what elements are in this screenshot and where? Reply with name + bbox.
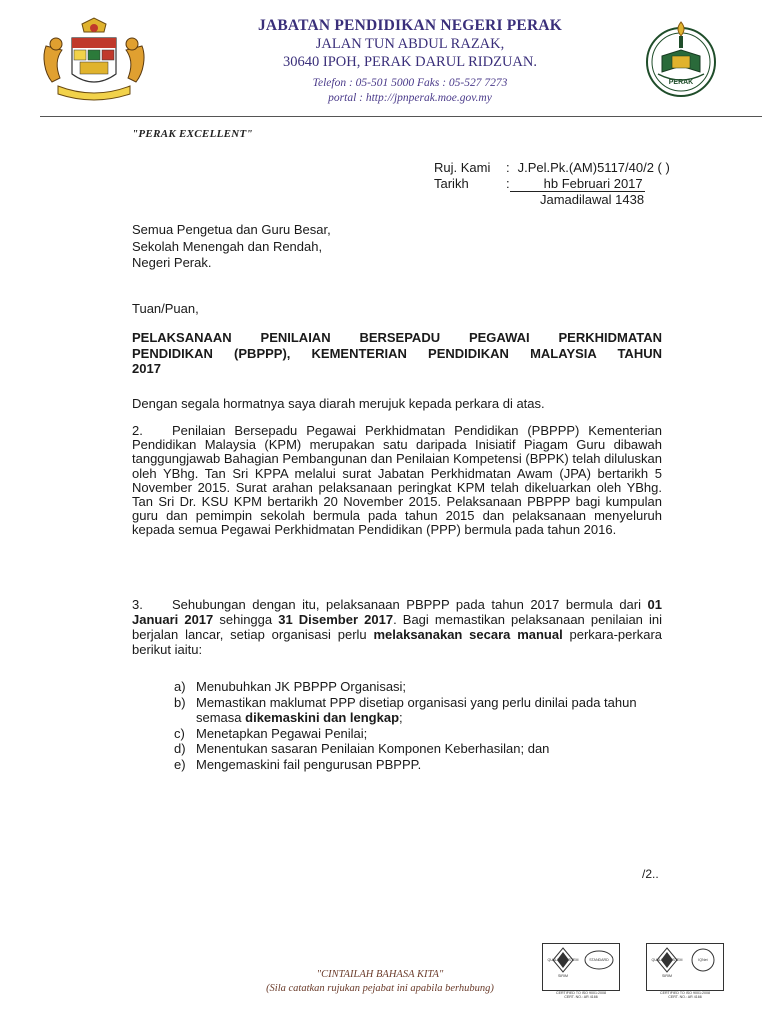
tarikh-value: hb Februari 2017: [510, 176, 645, 193]
list-item-text: Menubuhkan JK PBPPP Organisasi;: [196, 679, 407, 694]
tarikh-separator: :: [506, 175, 510, 191]
paragraph-3-text-4: perkara-perkara berikut iaitu:: [132, 626, 662, 657]
header-divider: [40, 116, 762, 117]
list-item-label: b): [174, 694, 186, 710]
cert-number: CERT. NO.: AR 4166: [564, 995, 598, 999]
opening-paragraph: Dengan segala hormatnya saya diarah merujuk kepada perkara di atas.: [132, 396, 545, 411]
right-logo-label: PERAK: [668, 79, 694, 86]
action-list: [174, 679, 664, 772]
footer: [200, 968, 560, 996]
list-item: [174, 726, 664, 742]
paragraph-2: [132, 424, 662, 538]
list-item-label: c): [174, 725, 185, 741]
address-line-1: JALAN TUN ABDUL RAZAK,: [315, 36, 505, 52]
perak-coat-of-arms-icon: [38, 16, 150, 106]
page-continuation: /2..: [642, 867, 659, 881]
list-item-text: Menentukan sasaran Penilaian Komponen Keberhasilan; dan: [196, 741, 550, 756]
address-line-2: 30640 IPOH, PERAK DARUL RIDZUAN.: [282, 54, 538, 70]
footer-slogan: "CINTAILAH BAHASA KITA": [316, 969, 444, 980]
paragraph-2-text: Penilaian Bersepadu Pegawai Perkhidmatan Pendidikan (PBPPP) Kementerian Pendidikan Malaysia (KPM) merupakan satu daripada Inisiatif Piagam Guru dibawah tanggungjawab Bahagian Pembangunan dan Penilaian Kompetensi (BPPK) telah diluluskan oleh YBhg. Tan Sri KPPA melalui surat Jabatan Perkhidmatan Awam (JPA) bertarikh 5 November 2015. Surat arahan pelaksanaan peringkat KPM telah dikeluarkan oleh YBhg. Tan Sri Dr. KSU KPM bertarikh 20 November 2015. Pelaksanaan PBPPP bagi kumpulan guru dan pemimpin sekolah bermula pada tahun 2015 dan pelaksanaan menyeluruh kepada semua Pegawai Perkhidmatan Pendidikan (PPP) bermula pada tahun 2016.: [132, 423, 662, 538]
cert-badge-text: QUALITY SYSTEM: [547, 958, 579, 962]
cert-seal-text: IQNet: [698, 958, 708, 962]
certification-badge: [646, 943, 724, 999]
paragraph-3-text-3: . Bagi memastikan pelaksanaan penilaian ini berjalan lancar, setiap organisasi perlu: [132, 611, 663, 642]
date-row: [434, 176, 670, 193]
certification-badge: [542, 943, 620, 999]
list-item-text-part: Memastikan maklumat PPP disetiap organisasi yang perlu dinilai pada tahun semasa: [196, 694, 637, 725]
list-item-text: [196, 695, 664, 726]
reference-block: [434, 160, 670, 208]
ruj-separator: :: [506, 160, 510, 175]
list-item-text-end: ;: [399, 710, 403, 725]
contact-line: Telefon : 05-501 5000 Faks : 05-527 7273: [312, 77, 508, 89]
hijri-date: Jamadilawal 1438: [540, 192, 645, 207]
list-item-label: d): [174, 741, 186, 756]
paragraph-3-text-2: sehingga: [213, 611, 279, 627]
salutation: Tuan/Puan,: [132, 301, 199, 316]
list-item: [174, 757, 664, 773]
paragraph-3-number: 3.: [132, 597, 143, 612]
cert-badge-text: QUALITY SYSTEM: [651, 958, 683, 962]
recipient-line-1: Semua Pengetua dan Guru Besar,: [132, 222, 331, 237]
subject-line-1: PELAKSANAAN PENILAIAN BERSEPADU PEGAWAI PERKHIDMATAN: [132, 330, 662, 345]
list-item: [174, 679, 664, 695]
ruj-label: Ruj. Kami: [434, 160, 491, 175]
subject-heading: [132, 330, 662, 377]
paragraph-3: [132, 598, 662, 658]
letterhead: [200, 16, 620, 106]
list-item-label: e): [174, 756, 186, 772]
start-date: 01 Januari 2017: [132, 597, 662, 627]
footer-note: (Sila catatkan rujukan pejabat ini apabila berhubung): [266, 983, 494, 994]
portal-link[interactable]: portal : http://jpnperak.moe.gov.my: [328, 92, 492, 104]
list-item: [174, 695, 664, 726]
subject-line-3: 2017: [132, 361, 161, 377]
paragraph-2-number: 2.: [132, 423, 143, 438]
subject-line-2: PENDIDIKAN (PBPPP), KEMENTERIAN PENDIDIKAN MALAYSIA TAHUN: [132, 345, 662, 361]
cert-issuer: SIRIM: [662, 974, 672, 978]
cert-text: CERTIFIED TO ISO 9001:2008: [660, 991, 710, 995]
paragraph-3-text-1: Sehubungan dengan itu, pelaksanaan PBPPP pada tahun 2017 bermula dari: [172, 597, 648, 612]
cert-issuer: SIRIM: [558, 974, 568, 978]
jpn-perak-emblem-icon: [644, 18, 718, 100]
perak-excellent-motto: "PERAK EXCELLENT": [132, 128, 253, 140]
reference-row: [434, 160, 670, 176]
ruj-value: J.Pel.Pk.(AM)5117/40/2 ( ): [517, 160, 670, 175]
list-item-emphasis: dikemaskini dan lengkap: [245, 710, 400, 725]
list-item-label: a): [174, 679, 186, 694]
recipient-line-2: Sekolah Menengah dan Rendah,: [132, 238, 323, 254]
recipient-line-3: Negeri Perak.: [132, 255, 212, 270]
recipient-block: [132, 222, 331, 272]
cert-text: CERTIFIED TO ISO 9001:2008: [556, 991, 606, 995]
end-date: 31 Disember 2017: [278, 611, 394, 627]
department-name: JABATAN PENDIDIKAN NEGERI PERAK: [257, 17, 563, 34]
cert-number: CERT. NO.: AR 4166: [668, 995, 702, 999]
list-item-text: Mengemaskini fail pengurusan PBPPP.: [196, 756, 422, 772]
list-item: [174, 741, 664, 757]
list-item-text: Menetapkan Pegawai Penilai;: [196, 725, 368, 741]
manual-emphasis: melaksanakan secara manual: [373, 626, 563, 642]
tarikh-label: Tarikh: [434, 175, 469, 191]
cert-seal-text: STANDARD: [589, 958, 609, 962]
